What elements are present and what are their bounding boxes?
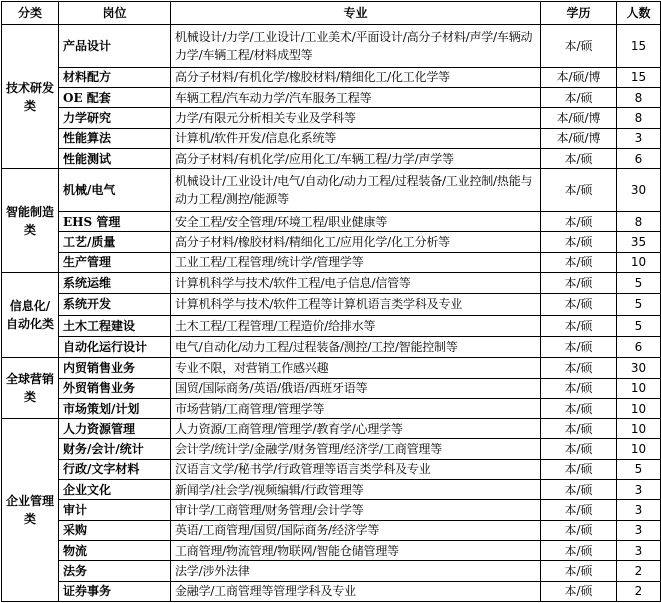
position-cell: 土木工程建设 xyxy=(59,315,171,336)
position-cell: 市场策划/计划 xyxy=(59,398,171,418)
position-cell: 生产管理 xyxy=(59,252,171,272)
major-cell: 力学/有限元分析相关专业及学科等 xyxy=(171,108,541,128)
header-major: 专业 xyxy=(171,2,541,25)
education-cell: 本/硕 xyxy=(541,272,617,293)
count-cell: 3 xyxy=(617,500,661,520)
count-cell: 3 xyxy=(617,540,661,560)
position-cell: 物流 xyxy=(59,540,171,560)
position-cell: 力学研究 xyxy=(59,108,171,128)
major-cell: 安全工程/安全管理/环境工程/职业健康等 xyxy=(171,211,541,231)
major-cell: 金融学/工商管理等管理学科及专业 xyxy=(171,581,541,601)
education-cell: 本/硕 xyxy=(541,148,617,168)
table-body xyxy=(2,25,661,602)
education-cell: 本/硕/博 xyxy=(541,108,617,128)
position-cell: 性能算法 xyxy=(59,128,171,148)
table-row xyxy=(2,232,661,252)
count-cell: 5 xyxy=(617,459,661,479)
table-row xyxy=(2,459,661,479)
major-cell: 专业不限，对营销工作感兴趣 xyxy=(171,358,541,378)
table-row xyxy=(2,169,661,212)
count-cell: 2 xyxy=(617,561,661,581)
position-cell: 机械/电气 xyxy=(59,169,171,212)
table-row xyxy=(2,561,661,581)
education-cell: 本/硕 xyxy=(541,419,617,439)
count-cell: 10 xyxy=(617,378,661,398)
education-cell: 本/硕 xyxy=(541,88,617,108)
major-cell: 英语/工商管理/国贸/国际商务/经济学等 xyxy=(171,520,541,540)
major-cell: 人力资源/工商管理/管理学/教育学/心理学等 xyxy=(171,419,541,439)
recruitment-table xyxy=(1,1,661,602)
table-row xyxy=(2,378,661,398)
position-cell: 外贸销售业务 xyxy=(59,378,171,398)
education-cell: 本/硕 xyxy=(541,581,617,601)
table-row xyxy=(2,294,661,315)
position-cell: 财务/会计/统计 xyxy=(59,439,171,459)
major-cell: 市场营销/工商管理/管理学等 xyxy=(171,398,541,418)
table-row xyxy=(2,581,661,601)
position-cell: 企业文化 xyxy=(59,480,171,500)
education-cell: 本/硕 xyxy=(541,561,617,581)
education-cell: 本/硕 xyxy=(541,294,617,315)
table-row xyxy=(2,520,661,540)
education-cell: 本/硕 xyxy=(541,480,617,500)
count-cell: 3 xyxy=(617,520,661,540)
major-cell: 高分子材料/橡胶材料/精细化工/应用化学/化工分析等 xyxy=(171,232,541,252)
header-row xyxy=(2,2,661,25)
table-row xyxy=(2,88,661,108)
table-row xyxy=(2,540,661,560)
table-row xyxy=(2,439,661,459)
header-position: 岗位 xyxy=(59,2,171,25)
position-cell: 系统运维 xyxy=(59,272,171,293)
table-row xyxy=(2,148,661,168)
major-cell: 新闻学/社会学/视频编辑/行政管理等 xyxy=(171,480,541,500)
major-cell: 计算机科学与技术/软件工程/电子信息/信管等 xyxy=(171,272,541,293)
position-cell: OE 配套 xyxy=(59,88,171,108)
table-row xyxy=(2,500,661,520)
major-cell: 工业工程/工程管理/统计学/管理学等 xyxy=(171,252,541,272)
education-cell: 本/硕 xyxy=(541,378,617,398)
category-cell: 信息化/自动化类 xyxy=(2,272,59,357)
count-cell: 5 xyxy=(617,315,661,336)
count-cell: 35 xyxy=(617,232,661,252)
position-cell: EHS 管理 xyxy=(59,211,171,231)
table-row xyxy=(2,67,661,87)
position-cell: 内贸销售业务 xyxy=(59,358,171,378)
position-cell: 自动化运行设计 xyxy=(59,336,171,357)
count-cell: 3 xyxy=(617,480,661,500)
position-cell: 材料配方 xyxy=(59,67,171,87)
major-cell: 工商管理/物流管理/物联网/智能仓储管理等 xyxy=(171,540,541,560)
major-cell: 计算机/软件开发/信息化系统等 xyxy=(171,128,541,148)
major-cell: 车辆工程/汽车动力学/汽车服务工程等 xyxy=(171,88,541,108)
position-cell: 工艺/质量 xyxy=(59,232,171,252)
category-cell: 技术研发类 xyxy=(2,25,59,169)
count-cell: 8 xyxy=(617,108,661,128)
position-cell: 人力资源管理 xyxy=(59,419,171,439)
position-cell: 系统开发 xyxy=(59,294,171,315)
table-row xyxy=(2,211,661,231)
count-cell: 30 xyxy=(617,358,661,378)
position-cell: 性能测试 xyxy=(59,148,171,168)
header-count: 人数 xyxy=(617,2,661,25)
header-education: 学历 xyxy=(541,2,617,25)
education-cell: 本/硕 xyxy=(541,439,617,459)
table-row xyxy=(2,252,661,272)
position-cell: 审计 xyxy=(59,500,171,520)
table-row xyxy=(2,358,661,378)
table-row xyxy=(2,315,661,336)
position-cell: 行政/文字材料 xyxy=(59,459,171,479)
count-cell: 10 xyxy=(617,419,661,439)
major-cell: 审计学/工商管理/财务管理/会计学等 xyxy=(171,500,541,520)
count-cell: 3 xyxy=(617,128,661,148)
education-cell: 本/硕 xyxy=(541,232,617,252)
header-category: 分类 xyxy=(2,2,59,25)
count-cell: 5 xyxy=(617,294,661,315)
education-cell: 本/硕 xyxy=(541,211,617,231)
major-cell: 机械设计/工业设计/电气/自动化/动力工程/过程装备/工业控制/热能与动力工程/测控/能源等 xyxy=(171,169,541,212)
count-cell: 5 xyxy=(617,272,661,293)
position-cell: 产品设计 xyxy=(59,25,171,68)
category-cell: 企业管理类 xyxy=(2,419,59,602)
education-cell: 本/硕/博 xyxy=(541,67,617,87)
count-cell: 10 xyxy=(617,398,661,418)
count-cell: 10 xyxy=(617,252,661,272)
education-cell: 本/硕 xyxy=(541,252,617,272)
table-row xyxy=(2,419,661,439)
major-cell: 会计学/统计学/金融学/财务管理/经济学/工商管理等 xyxy=(171,439,541,459)
major-cell: 汉语言文学/秘书学/行政管理等语言类学科及专业 xyxy=(171,459,541,479)
major-cell: 机械设计/力学/工业设计/工业美术/平面设计/高分子材料/声学/车辆动力学/车辆工程/材料成型等 xyxy=(171,25,541,68)
position-cell: 证券事务 xyxy=(59,581,171,601)
major-cell: 高分子材料/有机化学/应用化工/车辆工程/力学/声学等 xyxy=(171,148,541,168)
education-cell: 本/硕 xyxy=(541,315,617,336)
table-row xyxy=(2,398,661,418)
major-cell: 土木工程/工程管理/工程造价/给排水等 xyxy=(171,315,541,336)
count-cell: 8 xyxy=(617,211,661,231)
education-cell: 本/硕 xyxy=(541,540,617,560)
education-cell: 本/硕 xyxy=(541,336,617,357)
count-cell: 6 xyxy=(617,148,661,168)
education-cell: 本/硕 xyxy=(541,169,617,212)
major-cell: 电气/自动化/动力工程/过程装备/测控/工控/智能控制等 xyxy=(171,336,541,357)
table-row xyxy=(2,128,661,148)
category-cell: 全球营销类 xyxy=(2,358,59,419)
position-cell: 采购 xyxy=(59,520,171,540)
major-cell: 国贸/国际商务/英语/俄语/西班牙语等 xyxy=(171,378,541,398)
major-cell: 计算机科学与技术/软件工程等计算机语言类学科及专业 xyxy=(171,294,541,315)
table-row xyxy=(2,480,661,500)
category-cell: 智能制造类 xyxy=(2,169,59,273)
education-cell: 本/硕 xyxy=(541,25,617,68)
education-cell: 本/硕 xyxy=(541,398,617,418)
education-cell: 本/硕 xyxy=(541,500,617,520)
major-cell: 法学/涉外法律 xyxy=(171,561,541,581)
table-row xyxy=(2,336,661,357)
count-cell: 15 xyxy=(617,25,661,68)
count-cell: 30 xyxy=(617,169,661,212)
education-cell: 本/硕 xyxy=(541,358,617,378)
count-cell: 15 xyxy=(617,67,661,87)
count-cell: 8 xyxy=(617,88,661,108)
education-cell: 本/硕 xyxy=(541,520,617,540)
count-cell: 6 xyxy=(617,336,661,357)
education-cell: 本/硕/博 xyxy=(541,128,617,148)
table-row xyxy=(2,272,661,293)
education-cell: 本/硕 xyxy=(541,459,617,479)
major-cell: 高分子材料/有机化学/橡胶材料/精细化工/化工化学等 xyxy=(171,67,541,87)
table-row xyxy=(2,25,661,68)
count-cell: 2 xyxy=(617,581,661,601)
count-cell: 10 xyxy=(617,439,661,459)
position-cell: 法务 xyxy=(59,561,171,581)
table-row xyxy=(2,108,661,128)
